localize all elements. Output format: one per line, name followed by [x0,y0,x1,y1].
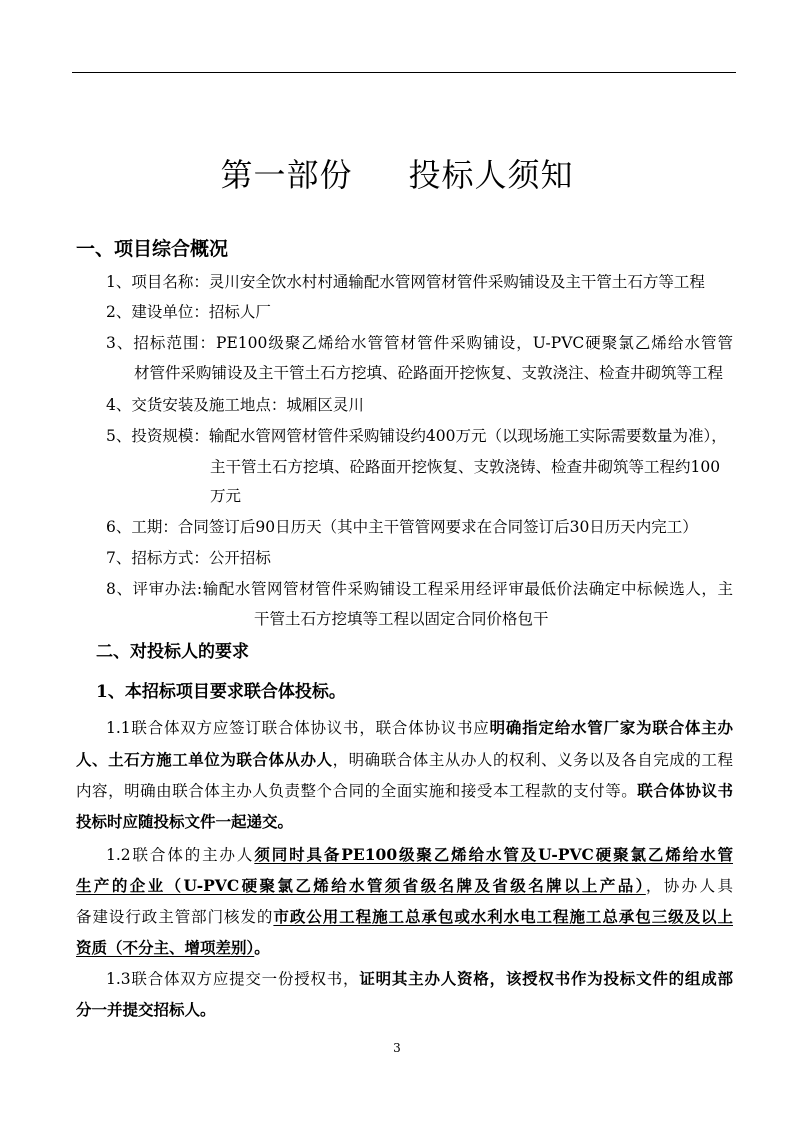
list-item-continuation: 主干管土石方挖填、砼路面开挖恢复、支敦浇铸、检查井砌筑等工程约100 [210,458,721,476]
list-item-continuation: 干管土石方挖填等工程以固定合同价格包干 [254,610,549,628]
paragraph-1-1-line: 人、土石方施工单位为联合体从办人，明确联合体主从办人的权利、义务以及各自完成的工程 [76,750,733,769]
section-heading-requirements: 二、对投标人的要求 [96,642,249,662]
list-item: 3、招标范围：PE100级聚乙烯给水管管材管件采购铺设，U-PVC硬聚氯乙烯给水管管 [106,334,733,352]
list-item: 5、投资规模：输配水管网管材管件采购铺设约400万元（以现场施工实际需要数量为准）， [106,427,727,445]
section-heading-overview: 一、项目综合概况 [76,238,229,260]
list-item: 8、评审办法:输配水管网管材管件采购铺设工程采用经评审最低价法确定中标候选人，主 [106,580,733,598]
list-item-continuation: 万元 [210,487,242,505]
page-number: 3 [393,1041,401,1055]
list-item-continuation: 材管件采购铺设及主干管土石方挖填、砼路面开挖恢复、支敦浇注、检查井砌筑等工程 [134,364,724,382]
paragraph-1-3-line: 分一并提交招标人。 [76,1000,216,1019]
paragraph-1-2-line: 资质（不分主、增项差别）。 [76,938,270,957]
page-title [0,150,794,200]
title-part-two: 投标人须知 [408,156,574,194]
paragraph-1-3-line: 1.3联合体双方应提交一份授权书，证明其主办人资格，该授权书作为投标文件的组成部 [106,969,733,988]
paragraph-1-2-line: 生产的企业（U-PVC硬聚氯乙烯给水管须省级名牌及省级名牌以上产品），协办人具 [76,876,733,895]
subheading-joint-bid: 1、本招标项目要求联合体投标。 [96,682,346,702]
paragraph-1-1-line: 1.1联合体双方应签订联合体协议书，联合体协议书应明确指定给水管厂家为联合体主办 [106,718,733,737]
paragraph-1-1-line: 投标时应随投标文件一起递交。 [76,812,294,831]
list-item: 6、工期：合同签订后90日历天（其中主干管管网要求在合同签订后30日历天内完工） [106,518,698,536]
paragraph-1-1-line: 内容，明确由联合体主办人负责整个合同的全面实施和接受本工程款的支付等。联合体协议书 [76,781,733,800]
list-item: 7、招标方式：公开招标 [106,549,271,567]
title-part-one: 第一部份 [220,156,353,194]
list-item: 1、项目名称：灵川安全饮水村村通输配水管网管材管件采购铺设及主干管土石方等工程 [106,273,705,291]
paragraph-1-2-line: 备建设行政主管部门核发的市政公用工程施工总承包或水利水电工程施工总承包三级及以上 [76,907,733,926]
list-item: 2、建设单位：招标人厂 [106,303,271,321]
paragraph-1-2-line: 1.2联合体的主办人须同时具备PE100级聚乙烯给水管及U-PVC硬聚氯乙烯给水管 [106,845,733,864]
header-rule [72,72,736,73]
list-item: 4、交货安装及施工地点：城厢区灵川 [106,396,364,414]
